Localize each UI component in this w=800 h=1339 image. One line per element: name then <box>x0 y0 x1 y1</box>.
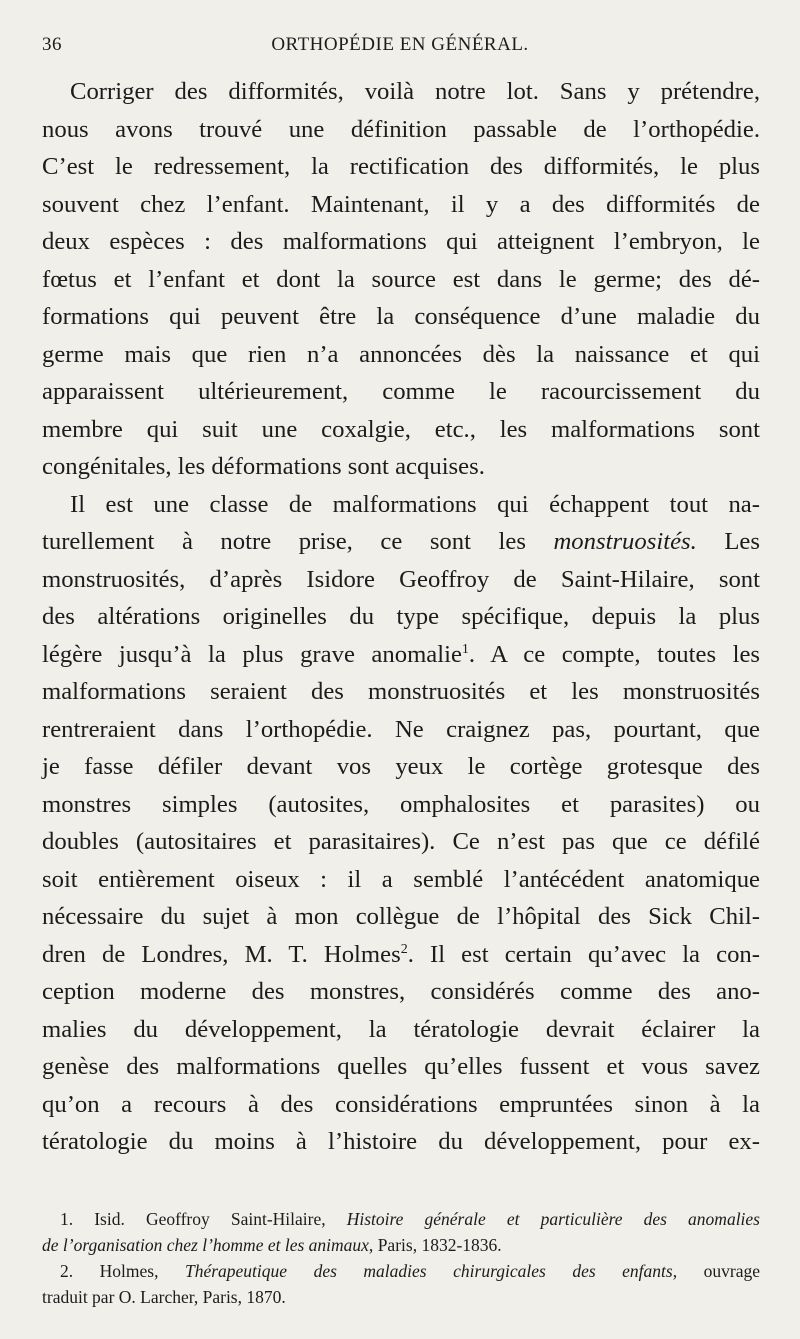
text-line: genèse des malformations quelles qu’elles fussent et vous savez <box>42 1053 760 1080</box>
footnote-line: traduit par O. Larcher, Paris, 1870. <box>42 1287 286 1307</box>
footnote-text: 1. Isid. Geoffroy Saint-Hilaire, <box>60 1209 347 1229</box>
footnote-ref-2[interactable]: 2 <box>400 941 408 957</box>
body-text <box>42 73 760 1161</box>
text-line: Il est une classe de malformations qui échappent tout na- <box>70 490 760 518</box>
text-segment: dren de Londres, M. T. Holmes <box>42 940 401 968</box>
text-line: membre qui suit une coxalgie, etc., les malformations sont <box>42 415 760 443</box>
footnote-line <box>42 1206 760 1232</box>
footnote-title: Thérapeutique des maladies chirurgicales des enfants, <box>184 1261 678 1281</box>
text-line: fœtus et l’enfant et dont la source est dans le germe; des dé- <box>42 265 760 293</box>
footnote-line <box>42 1258 760 1284</box>
text-line: rentreraient dans l’orthopédie. Ne craignez pas, pourtant, que <box>42 715 760 743</box>
text-line <box>42 523 760 561</box>
text-line: tératologie du moins à l’histoire du développement, pour ex- <box>42 1128 760 1155</box>
page-header <box>42 34 758 64</box>
footnote-line <box>42 1232 760 1258</box>
footnote-text: 2. Holmes, <box>60 1261 185 1281</box>
footnotes <box>42 1206 760 1310</box>
text-line: monstruosités, d’après Isidore Geoffroy de Saint-Hilaire, sont <box>42 565 760 593</box>
running-head: ORTHOPÉDIE EN GÉNÉRAL. <box>271 34 529 55</box>
text-segment: . Il est certain qu’avec la con- <box>407 940 760 968</box>
text-line: doubles (autositaires et parasitaires). Ce n’est pas que ce défilé <box>42 828 760 855</box>
paragraph-2 <box>42 486 760 1161</box>
paragraph-1 <box>42 73 760 486</box>
text-line <box>42 936 760 974</box>
text-line: souvent chez l’enfant. Maintenant, il y a des difformités de <box>42 190 760 218</box>
footnote-text: ouvrage <box>677 1261 760 1281</box>
text-line: germe mais que rien n’a annoncées dès la naissance et qui <box>42 340 760 368</box>
page-number: 36 <box>42 34 62 55</box>
text-segment: . A ce compte, toutes les <box>468 640 761 668</box>
text-line: nécessaire du sujet à mon collègue de l’hôpital des Sick Chil- <box>42 903 760 930</box>
text-segment: légère jusqu’à la plus grave anomalie <box>42 640 462 668</box>
text-line: nous avons trouvé une définition passable de l’orthopédie. <box>42 115 760 143</box>
text-line: congénitales, les déformations sont acquises. <box>42 453 485 480</box>
text-line <box>42 636 760 674</box>
footnote-1 <box>42 1206 760 1258</box>
text-line: soit entièrement oiseux : il a semblé l’antécédent anatomique <box>42 865 760 893</box>
text-line: malformations seraient des monstruosités et les monstruosités <box>42 678 760 705</box>
text-line: C’est le redressement, la rectification des difformités, le plus <box>42 153 760 180</box>
footnote-ref-1[interactable]: 1 <box>461 641 469 657</box>
text-line: des altérations originelles du type spécifique, depuis la plus <box>42 603 760 630</box>
text-line: je fasse défiler devant vos yeux le cortège grotesque des <box>42 753 760 780</box>
italic-term: monstruosités. <box>553 528 697 555</box>
text-line: monstres simples (autosites, omphalosites et parasites) ou <box>42 790 760 818</box>
footnote-title: de l’organisation chez l’homme et les animaux, <box>42 1235 374 1255</box>
text-segment: turellement à notre prise, ce sont les <box>42 528 554 555</box>
text-line: apparaissent ultérieurement, comme le racourcissement du <box>42 378 760 405</box>
text-segment: Les <box>696 528 760 555</box>
text-line: formations qui peuvent être la conséquence d’une maladie du <box>42 303 760 330</box>
footnote-title: Histoire générale et particulière des anomalies <box>346 1209 760 1229</box>
text-line: malies du développement, la tératologie devrait éclairer la <box>42 1015 760 1043</box>
text-line: qu’on a recours à des considérations empruntées sinon à la <box>42 1090 760 1118</box>
footnote-text: Paris, 1832-1836. <box>373 1235 502 1255</box>
text-line: Corriger des difformités, voilà notre lot. Sans y prétendre, <box>70 78 760 105</box>
text-line: deux espèces : des malformations qui atteignent l’embryon, le <box>42 228 760 255</box>
text-line: ception moderne des monstres, considérés comme des ano- <box>42 978 760 1005</box>
footnote-2 <box>42 1258 760 1310</box>
